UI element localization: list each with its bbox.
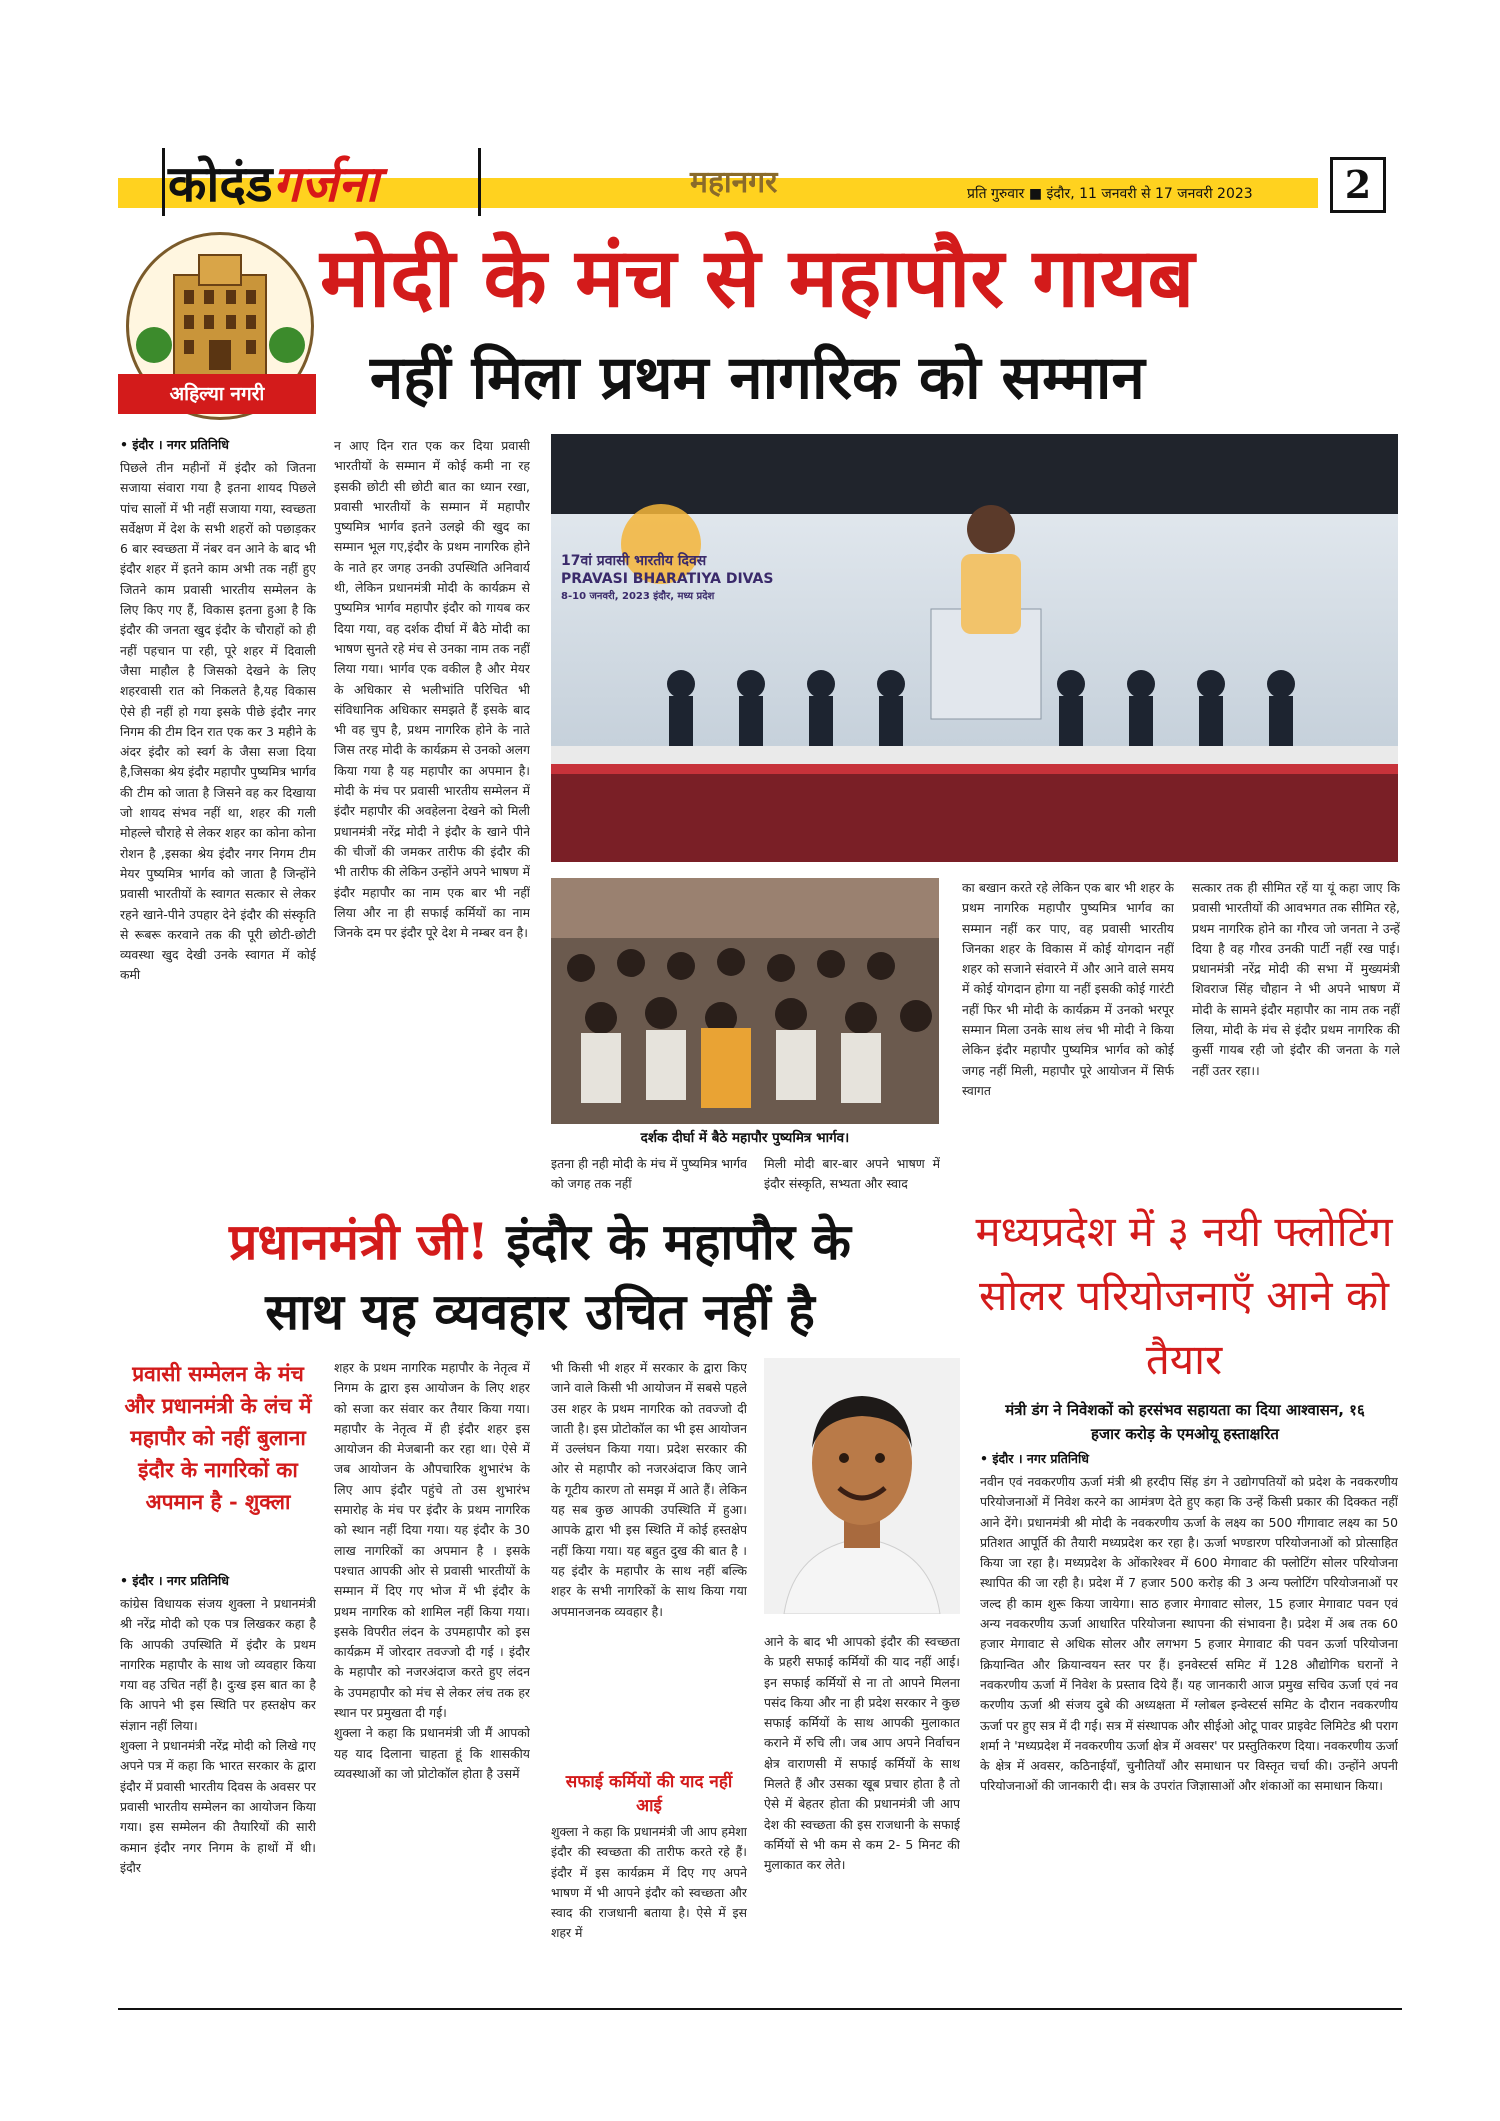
second-headline-line2: साथ यह व्यवहार उचित नहीं है [265,1282,815,1341]
second-col-3b: शुक्ला ने कहा कि प्रधानमंत्री जी आप हमेशा इंदौर की स्वच्छता की तारीफ करते रहे हैं। इंदौर में इस कार्यक्रम में दिए गए अपने भाषण में भी आपने इंदौर को स्वच्छता और स्वाद की राजधानी बताया है। ऐसे में इस शहर में [551,1824,747,1941]
brand-part1: कोदंड [168,154,273,213]
lead-photo-audience [551,878,939,1134]
third-headline: मध्यप्रदेश में ३ नयी फ्लोटिंग सोलर परियोजनाएँ आने को तैयार [975,1207,1393,1384]
lead-col-6: सत्कार तक ही सीमित रहें या यूं कहा जाए कि प्रवासी भारतीयों की आवभगत तक सीमित रहे, प्रथम नागरिक होने का गौरव जो जनता ने उन्हें दिया है वह गौरव उनकी पार्टी नहीं रख पाई। प्रधानमंत्री नरेंद्र मोदी की सभा में मुख्यमंत्री शिवराज सिंह चौहान ने भी अपने भाषण में मोदी के सामने इंदौर महापौर का नाम तक नहीं लिया, मोदी के मंच से इंदौर प्रथम नागरिक की कुर्सी गायब रही जो इंदौर की जनता के गले नहीं उतर रहा।। [1192,880,1400,1078]
second-col-4: आने के बाद भी आपको इंदौर की स्वच्छता के प्रहरी सफाई कर्मियों की याद नहीं आई। इन सफाई कर्मियों से ना तो आपने मिलना पसंद किया और ना ही प्रदेश सरकार ने कुछ सफाई कर्मियों के साथ आपकी मुलाकात कराने में रुचि ली। जब आप अपने निर्वाचन क्षेत्र वाराणसी में सफाई कर्मियों के साथ मिलते हैं और उसका खूब प्रचार होता है तो ऐसे में बेहतर होता की प्रधानमंत्री जी आप देश की स्वच्छता की इस राजधानी के सफाई कर्मियों से भी कम से कम 2- 5 मिनट की मुलाकात कर लेते। [764,1634,960,1873]
photo-caption: दर्शक दीर्घा में बैठे महापौर पुष्यमित्र भार्गव। [551,1124,939,1152]
lead-col-1: पिछले तीन महीनों में इंदौर को जितना सजाया संवारा गया है इतना शायद पिछले पांच सालों में भी नहीं सजाया गया, स्वच्छता सर्वेक्षण में देश के सभी शहरों को पछाड़कर 6 बार स्वच्छता में नंबर वन आने के बाद भी इंदौर शहर में इतने काम अभी तक नहीं हुए जितने काम प्रवासी भारतीय सम्मेलन के लिए किए गए हैं, विकास इतना हुआ है कि इंदौर की जनता खुद इंदौर के चौराहों को ही नहीं पहचान पा रही, पूरे शहर में दिवाली जैसा माहौल है जिसको देखने के लिए शहरवासी रात को निकलते है,यह विकास ऐसे ही नहीं हो गया इसके पीछे इंदौर नगर निगम की टीम दिन रात एक कर 3 महीने के अंदर इंदौर को स्वर्ग के जैसा सजा दिया है,जिसका श्रेय इंदौर महापौर पुष्यमित्र भार्गव की टीम को जाता है जिसने वह कर दिखाया जो शायद संभव नहीं था, शहर की गली मोहल्ले चौराहे से लेकर शहर का कोना कोना रोशन है ,इसका श्रेय इंदौर नगर निगम टीम मेयर पुष्यमित्र भार्गव को जाता है जिन्होंने प्रवासी भारतीयों के स्वागत सत्कार से लेकर रहने खाने-पीने उपहार देने इंदौर की संस्कृति से रूबरू करवाने तक की पूरी छोटी-छोटी व्यवस्था खुद देखी उनके स्वागत में कोई कमी [120,460,316,983]
second-byline: • इंदौर । नगर प्रतिनिधि [120,1573,229,1588]
lead-byline: • इंदौर । नगर प्रतिनिधि [120,437,229,452]
page-number: 2 [1330,157,1386,213]
third-deck: मंत्री डंग ने निवेशकों को हरसंभव सहायता का दिया आश्वासन, १६ हजार करोड़ के एमओयू हस्ताक्षरित [1005,1401,1365,1443]
brand-part2: गर्जना [272,154,379,213]
brand-logo [168,148,478,218]
masthead-divider [478,148,481,216]
footer-rule [118,2008,1402,2010]
photo-banner-en: PRAVASI BHARATIYA DIVAS [561,571,774,587]
photo-banner-hi: 17वां प्रवासी भारतीय दिवस [561,553,707,569]
masthead-divider [162,148,165,216]
photo-banner-dates: 8-10 जनवरी, 2023 इंदौर, मध्य प्रदेश [561,591,715,602]
lead-col-4: मिली मोदी बार-बार अपने भाषण में इंदौर संस्कृति, सभ्यता और स्वाद [764,1156,940,1192]
second-headline [120,1210,960,1274]
second-subhead: सफाई कर्मियों की याद नहीं आई [565,1772,733,1816]
lead-headline: मोदी के मंच से महापौर गायब [320,230,1195,326]
third-body: नवीन एवं नवकरणीय ऊर्जा मंत्री श्री हरदीप सिंह डंग ने उद्योगपतियों को प्रदेश के नवकरणीय परियोजनाओं में निवेश करने का आमंत्रण देते हुए कहा कि उन्हें किसी प्रकार की दिक्कत नहीं आने देंगे। प्रधानमंत्री श्री मोदी के नवकरणीय ऊर्जा के लक्ष्य का 500 गीगावाट लक्ष्य का 50 प्रतिशत आपूर्ति की तैयारी मध्यप्रदेश कर रहा है। ऊर्जा भण्डारण परियोजनाओं को प्रोत्साहित किया जा रहा है। मध्यप्रदेश के ओंकारेश्वर में 600 मेगावाट की फ्लोटिंग सोलर परियोजना स्थापित की जा रही है। प्रदेश में 7 हजार 500 करोड़ की 3 अन्य फ्लोटिंग परियोजनाओं पर जल्द ही काम शुरू किया जायेगा। साठ हजार मेगावाट सोलर, 15 हजार मेगावाट पवन एवं अन्य नवकरणीय ऊर्जा आधारित परियोजना स्थापना की संभावना है। प्रदेश में अब तक 60 हजार मेगावाट से अधिक सोलर और लगभग 5 हजार मेगावाट की पवन ऊर्जा परियोजना क्रियान्वित और क्रियान्वयन स्तर पर हैं। इनवेस्टर्स समिट में 128 औद्योगिक घरानों ने नवकरणीय ऊर्जा में निवेश के प्रस्ताव दिये हैं। यह जानकारी आज प्रमुख सचिव ऊर्जा एवं नव करणीय ऊर्जा श्री संजय दुबे की अध्यक्षता में ग्लोबल इन्वेस्टर्स समिट के दौरान नवकरणीय ऊर्जा पर हुए सत्र में दी गई। सत्र में संस्थापक और सीईओ ओटू पावर प्राइवेट लिमिटेड श्री पराग शर्मा ने 'मध्यप्रदेश में नवकरणीय ऊर्जा क्षेत्र में अवसर' पर प्रस्तुतिकरण दिया। नवकरणीय ऊर्जा के क्षेत्र में अवसर, कठिनाईयाँ, चुनौतियाँ और समाधान पर विस्तृत चर्चा की। उन्होंने अपनी परियोजनाओं की जानकारी दी। सत्र के उपरांत जिज्ञासाओं और शंकाओं का समाधान किया। [980,1474,1398,1794]
lead-col-3: इतना ही नही मोदी के मंच में पुष्यमित्र भार्गव को जगह तक नहीं [551,1156,747,1192]
dateline: प्रति गुरुवार ■ इंदौर, 11 जनवरी से 17 जनवरी 2023 [967,186,1253,202]
second-headline-part2: इंदौर के महापौर के [488,1212,851,1271]
lead-col-2: न आए दिन रात एक कर दिया प्रवासी भारतीयों के सम्मान में कोई कमी ना रह इसकी छोटी सी छोटी बात का ध्यान रखा, प्रवासी भारतीयों के सम्मान में महापौर पुष्यमित्र भार्गव इतने उलझे की खुद का सम्मान भूल गए,इंदौर के प्रथम नागरिक होने के नाते हर जगह उनकी उपस्थिति अनिवार्य थी, लेकिन प्रधानमंत्री मोदी के कार्यक्रम से पुष्यमित्र भार्गव महापौर इंदौर को गायब कर दिया गया, वह दर्शक दीर्घा में बैठे मोदी का भाषण सुनते रहे मंच से उनका नाम तक नहीं लिया गया। भार्गव एक वकील है और मेयर के अधिकार से भलीभांति परिचित भी संविधानिक अधिकार समझते हैं इसके बाद भी वह चुप है, प्रथम नागरिक होने के नाते जिस तरह मोदी के कार्यक्रम से उनको अलग किया गया है यह महापौर का अपमान है। मोदी के मंच पर प्रवासी भारतीय सम्मेलन में इंदौर महापौर की अवहेलना देखने को मिली प्रधानमंत्री नरेंद्र मोदी ने इंदौर के खाने पीने की चीजों की जमकर तारीफ की इंदौर की भी तारीफ की लेकिन उन्होंने अपने भाषण में इंदौर महापौर का नाम एक बार भी नहीं लिया और ना ही सफाई कर्मियों का नाम जिनके दम पर इंदौर पूरे देश मे नम्बर वन है। [334,438,530,941]
lead-subheadline: नहीं मिला प्रथम नागरिक को सम्मान [370,343,1145,413]
third-byline: • इंदौर । नगर प्रतिनिधि [980,1451,1089,1466]
pull-quote: प्रवासी सम्मेलन के मंच और प्रधानमंत्री के लंच में महापौर को नहीं बुलाना इंदौर के नागरिकों का अपमान है - शुक्ला [124,1361,312,1514]
second-col-1: कांग्रेस विधायक संजय शुक्ला ने प्रधानमंत्री श्री नरेंद्र मोदी को एक पत्र लिखकर कहा है कि आपकी उपस्थिति में इंदौर के प्रथम नागरिक महापौर के साथ जो व्यवहार किया गया वह उचित नहीं है। दुःख इस बात का है कि आपने भी इस स्थिति पर हस्तक्षेप कर संज्ञान नहीं लिया। शुक्ला ने प्रधानमंत्री नरेंद्र मोदी को लिखे गए अपने पत्र में कहा कि भारत सरकार के द्वारा इंदौर में प्रवासी भारतीय दिवस के अवसर पर प्रवासी भारतीय सम्मेलन का आयोजन किया गया। इस सम्मेलन की तैयारियों की सारी कमान इंदौर नगर निगम के हाथों में थी। इंदौर [120,1596,316,1875]
second-headline-part1: प्रधानमंत्री जी! [229,1212,489,1271]
logo-label: अहिल्या नगरी [118,374,316,414]
second-col-3: भी किसी भी शहर में सरकार के द्वारा किए जाने वाले किसी भी आयोजन में सबसे पहले उस शहर के प्रथम नागरिक को तवज्जो दी जाती है। इस प्रोटोकॉल का भी इस आयोजन में उल्लंघन किया गया। प्रदेश सरकार की ओर से महापौर को नजरअंदाज किए जाने के गूटीय कारण तो समझ में आते हैं। लेकिन यह सब कुछ आपकी उपस्थिति में हुआ। आपके द्वारा भी इस स्थिति में कोई हस्तक्षेप नहीं किया गया। यह बहुत दुख की बात है । यह इंदौर के महापौर के साथ नहीं बल्कि शहर के सभी नागरिकों के साथ किया गया अपमानजनक व्यवहार है। [551,1360,747,1619]
city-logo [118,224,316,429]
portrait-photo [764,1358,960,1614]
second-col-2: शहर के प्रथम नागरिक महापौर के नेतृत्व में निगम के द्वारा इस आयोजन के लिए शहर को सजा कर संवार कर तैयार किया गया। महापौर के नेतृत्व में ही इंदौर शहर इस आयोजन की मेजबानी कर रहा था। ऐसे में जब आयोजन के औपचारिक शुभारंभ के लिए आप इंदौर पहुंचे तो उस शुभारंभ समारोह के मंच पर इंदौर के प्रथम नागरिक को स्थान नहीं दिया गया। यह इंदौर के 30 लाख नागरिकों का अपमान है । इसके पश्चात आपकी ओर से प्रवासी भारतीयों के सम्मान में दिए गए भोज में भी इंदौर के प्रथम नागरिक को शामिल नहीं किया गया। इसके विपरीत लंदन के उपमहापौर को इस कार्यक्रम में जोरदार तवज्जो दी गई । इंदौर के महापौर को नजरअंदाज करते हुए लंदन के उपमहापौर को मंच से लेकर लंच तक हर स्थान पर प्रमुखता दी गई। शुक्ला ने कहा कि प्रधानमंत्री जी मैं आपको यह याद दिलाना चाहता हूं कि शासकीय व्यवस्थाओं का जो प्रोटोकॉल होता है उसमें [334,1360,530,1781]
section-title: महानगर [690,165,778,200]
lead-col-5: का बखान करते रहे लेकिन एक बार भी शहर के प्रथम नागरिक महापौर पुष्यमित्र भार्गव का सम्मान नहीं कर पाए, वह प्रवासी भारतीय जिनका शहर के विकास में कोई योगदान नहीं शहर को सजाने संवारने में और आने वाले समय में कोई योगदान होगा या नहीं इसकी कोई गारंटी नहीं फिर भी मोदी के कार्यक्रम में उनको भरपूर सम्मान मिला उनके साथ लंच भी मोदी ने किया लेकिन इंदौर महापौर पुष्यमित्र भार्गव को कोई जगह नहीं मिली, महापौर पूरे आयोजन में सिर्फ स्वागत [962,880,1174,1098]
lead-photo-stage [551,434,1398,862]
